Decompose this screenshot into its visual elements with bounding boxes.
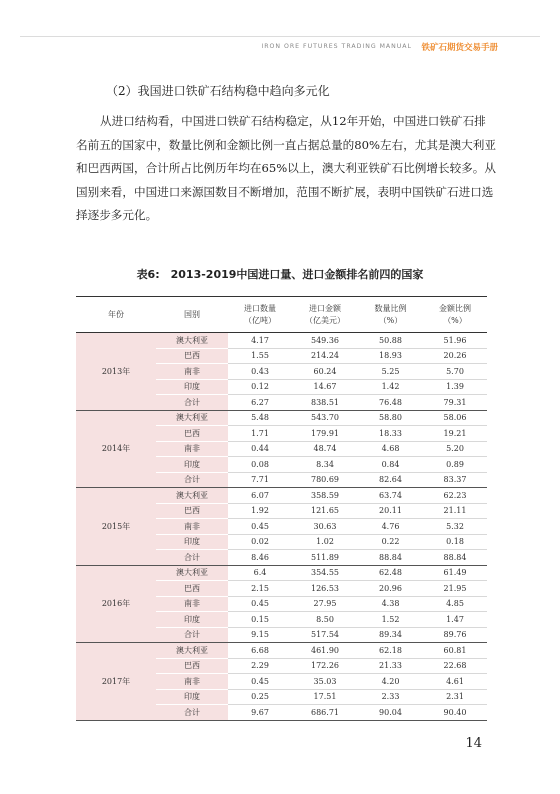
table-header-row bbox=[76, 297, 487, 333]
country-cell: 澳大利亚 bbox=[156, 565, 228, 581]
quantity-ratio-cell: 20.11 bbox=[358, 503, 423, 519]
quantity-cell: 0.45 bbox=[228, 674, 292, 690]
quantity-ratio-cell: 76.48 bbox=[358, 395, 423, 411]
quantity-cell: 5.48 bbox=[228, 410, 292, 426]
amount-ratio-cell: 5.32 bbox=[423, 519, 487, 535]
quantity-cell: 0.45 bbox=[228, 596, 292, 612]
amount-cell: 8.34 bbox=[292, 457, 358, 473]
year-cell: 2015年 bbox=[76, 488, 156, 566]
amount-cell: 461.90 bbox=[292, 643, 358, 659]
amount-cell: 517.54 bbox=[292, 627, 358, 643]
table-row bbox=[76, 565, 487, 581]
country-cell: 巴西 bbox=[156, 426, 228, 442]
quantity-ratio-cell: 2.33 bbox=[358, 689, 423, 705]
amount-ratio-cell: 89.76 bbox=[423, 627, 487, 643]
quantity-ratio-cell: 0.22 bbox=[358, 534, 423, 550]
header-amount-ratio-line1: 金额比例 bbox=[439, 303, 471, 313]
quantity-cell: 6.4 bbox=[228, 565, 292, 581]
country-cell: 澳大利亚 bbox=[156, 410, 228, 426]
section-title: （2）我国进口铁矿石结构稳中趋向多元化 bbox=[106, 84, 330, 98]
country-cell: 巴西 bbox=[156, 658, 228, 674]
quantity-cell: 0.02 bbox=[228, 534, 292, 550]
country-cell: 合计 bbox=[156, 627, 228, 643]
body-paragraph-text: 从进口结构看，中国进口铁矿石结构稳定，从12年开始，中国进口铁矿石排名前五的国家中，数量比例和金额比例一直占据总量的80%左右，尤其是澳大利亚和巴西两国，合计所占比例历年均在65%以上，澳大利亚铁矿石比例增长较多。从国别来看，中国进口来源国数目不断增加，范围不断扩展，表明中国铁矿石进口选择逐步多元化。 bbox=[76, 114, 496, 223]
body-paragraph bbox=[76, 110, 496, 228]
year-cell: 2017年 bbox=[76, 643, 156, 721]
quantity-ratio-cell: 82.64 bbox=[358, 472, 423, 488]
quantity-ratio-cell: 18.33 bbox=[358, 426, 423, 442]
amount-ratio-cell: 22.68 bbox=[423, 658, 487, 674]
quantity-ratio-cell: 4.76 bbox=[358, 519, 423, 535]
quantity-ratio-cell: 50.88 bbox=[358, 333, 423, 349]
country-cell: 巴西 bbox=[156, 348, 228, 364]
header-chinese-title: 铁矿石期货交易手册 bbox=[421, 43, 498, 53]
amount-ratio-cell: 21.95 bbox=[423, 581, 487, 597]
country-cell: 南非 bbox=[156, 519, 228, 535]
import-table bbox=[76, 296, 487, 721]
amount-ratio-cell: 83.37 bbox=[423, 472, 487, 488]
quantity-ratio-cell: 5.25 bbox=[358, 364, 423, 380]
quantity-ratio-cell: 4.68 bbox=[358, 441, 423, 457]
amount-ratio-cell: 1.47 bbox=[423, 612, 487, 628]
amount-ratio-cell: 58.06 bbox=[423, 410, 487, 426]
quantity-cell: 0.25 bbox=[228, 689, 292, 705]
country-cell: 南非 bbox=[156, 674, 228, 690]
quantity-ratio-cell: 89.34 bbox=[358, 627, 423, 643]
country-cell: 南非 bbox=[156, 364, 228, 380]
amount-ratio-cell: 79.31 bbox=[423, 395, 487, 411]
amount-cell: 549.36 bbox=[292, 333, 358, 349]
quantity-ratio-cell: 90.04 bbox=[358, 705, 423, 721]
quantity-cell: 1.92 bbox=[228, 503, 292, 519]
quantity-ratio-cell: 21.33 bbox=[358, 658, 423, 674]
quantity-cell: 1.55 bbox=[228, 348, 292, 364]
amount-ratio-cell: 2.31 bbox=[423, 689, 487, 705]
amount-cell: 8.50 bbox=[292, 612, 358, 628]
quantity-ratio-cell: 63.74 bbox=[358, 488, 423, 504]
quantity-cell: 0.12 bbox=[228, 379, 292, 395]
table-row bbox=[76, 488, 487, 504]
quantity-cell: 0.45 bbox=[228, 519, 292, 535]
table-row bbox=[76, 643, 487, 659]
quantity-cell: 9.67 bbox=[228, 705, 292, 721]
country-cell: 南非 bbox=[156, 596, 228, 612]
quantity-cell: 0.08 bbox=[228, 457, 292, 473]
amount-ratio-cell: 0.89 bbox=[423, 457, 487, 473]
amount-ratio-cell: 4.61 bbox=[423, 674, 487, 690]
amount-ratio-cell: 61.49 bbox=[423, 565, 487, 581]
header-divider bbox=[20, 36, 540, 37]
quantity-cell: 0.15 bbox=[228, 612, 292, 628]
table-body bbox=[76, 333, 487, 721]
header-english-title: IRON ORE FUTURES TRADING MANUAL bbox=[261, 43, 412, 50]
country-cell: 印度 bbox=[156, 612, 228, 628]
quantity-ratio-cell: 62.18 bbox=[358, 643, 423, 659]
amount-cell: 358.59 bbox=[292, 488, 358, 504]
amount-cell: 172.26 bbox=[292, 658, 358, 674]
country-cell: 印度 bbox=[156, 457, 228, 473]
amount-ratio-cell: 1.39 bbox=[423, 379, 487, 395]
quantity-ratio-cell: 1.42 bbox=[358, 379, 423, 395]
table-row bbox=[76, 410, 487, 426]
country-cell: 印度 bbox=[156, 534, 228, 550]
quantity-ratio-cell: 4.20 bbox=[358, 674, 423, 690]
quantity-cell: 7.71 bbox=[228, 472, 292, 488]
year-cell: 2013年 bbox=[76, 333, 156, 411]
country-cell: 巴西 bbox=[156, 581, 228, 597]
amount-cell: 126.53 bbox=[292, 581, 358, 597]
country-cell: 澳大利亚 bbox=[156, 488, 228, 504]
table-row bbox=[76, 333, 487, 349]
country-cell: 巴西 bbox=[156, 503, 228, 519]
quantity-cell: 6.27 bbox=[228, 395, 292, 411]
amount-ratio-cell: 5.70 bbox=[423, 364, 487, 380]
amount-cell: 780.69 bbox=[292, 472, 358, 488]
amount-cell: 543.70 bbox=[292, 410, 358, 426]
amount-ratio-cell: 20.26 bbox=[423, 348, 487, 364]
header-quantity-ratio-line1: 数量比例 bbox=[374, 303, 407, 313]
table-caption: 表6: 2013-2019中国进口量、进口金额排名前四的国家 bbox=[136, 268, 424, 281]
amount-cell: 121.65 bbox=[292, 503, 358, 519]
amount-ratio-cell: 51.96 bbox=[423, 333, 487, 349]
header-amount-ratio-line2: （%） bbox=[443, 315, 467, 325]
amount-ratio-cell: 90.40 bbox=[423, 705, 487, 721]
header-year: 年份 bbox=[76, 297, 156, 333]
quantity-cell: 0.44 bbox=[228, 441, 292, 457]
amount-cell: 17.51 bbox=[292, 689, 358, 705]
quantity-cell: 2.15 bbox=[228, 581, 292, 597]
quantity-cell: 1.71 bbox=[228, 426, 292, 442]
amount-cell: 354.55 bbox=[292, 565, 358, 581]
header-amount-line1: 进口金额 bbox=[309, 303, 341, 313]
amount-ratio-cell: 5.20 bbox=[423, 441, 487, 457]
country-cell: 合计 bbox=[156, 705, 228, 721]
quantity-ratio-cell: 20.96 bbox=[358, 581, 423, 597]
country-cell: 南非 bbox=[156, 441, 228, 457]
amount-ratio-cell: 19.21 bbox=[423, 426, 487, 442]
amount-cell: 14.67 bbox=[292, 379, 358, 395]
amount-cell: 511.89 bbox=[292, 550, 358, 566]
amount-cell: 60.24 bbox=[292, 364, 358, 380]
quantity-ratio-cell: 0.84 bbox=[358, 457, 423, 473]
quantity-cell: 6.07 bbox=[228, 488, 292, 504]
country-cell: 澳大利亚 bbox=[156, 643, 228, 659]
amount-cell: 1.02 bbox=[292, 534, 358, 550]
header-quantity-ratio bbox=[358, 297, 423, 333]
quantity-ratio-cell: 1.52 bbox=[358, 612, 423, 628]
header-country: 国别 bbox=[156, 297, 228, 333]
amount-ratio-cell: 88.84 bbox=[423, 550, 487, 566]
amount-cell: 179.91 bbox=[292, 426, 358, 442]
amount-ratio-cell: 62.23 bbox=[423, 488, 487, 504]
amount-cell: 838.51 bbox=[292, 395, 358, 411]
country-cell: 印度 bbox=[156, 379, 228, 395]
amount-ratio-cell: 60.81 bbox=[423, 643, 487, 659]
amount-ratio-cell: 21.11 bbox=[423, 503, 487, 519]
quantity-cell: 4.17 bbox=[228, 333, 292, 349]
amount-cell: 214.24 bbox=[292, 348, 358, 364]
quantity-ratio-cell: 88.84 bbox=[358, 550, 423, 566]
amount-cell: 686.71 bbox=[292, 705, 358, 721]
country-cell: 合计 bbox=[156, 472, 228, 488]
amount-ratio-cell: 4.85 bbox=[423, 596, 487, 612]
header-amount-ratio bbox=[423, 297, 487, 333]
year-cell: 2014年 bbox=[76, 410, 156, 488]
year-cell: 2016年 bbox=[76, 565, 156, 643]
amount-cell: 30.63 bbox=[292, 519, 358, 535]
amount-cell: 35.03 bbox=[292, 674, 358, 690]
country-cell: 印度 bbox=[156, 689, 228, 705]
page-number: 14 bbox=[465, 736, 482, 751]
header-quantity-line2: （亿吨） bbox=[244, 315, 276, 325]
quantity-ratio-cell: 18.93 bbox=[358, 348, 423, 364]
quantity-ratio-cell: 62.48 bbox=[358, 565, 423, 581]
quantity-cell: 8.46 bbox=[228, 550, 292, 566]
quantity-ratio-cell: 58.80 bbox=[358, 410, 423, 426]
amount-cell: 48.74 bbox=[292, 441, 358, 457]
header-quantity-line1: 进口数量 bbox=[244, 303, 276, 313]
header-quantity-ratio-line2: （%） bbox=[378, 315, 403, 325]
country-cell: 澳大利亚 bbox=[156, 333, 228, 349]
header-amount bbox=[292, 297, 358, 333]
header-amount-line2: （亿美元） bbox=[305, 315, 345, 325]
quantity-cell: 2.29 bbox=[228, 658, 292, 674]
country-cell: 合计 bbox=[156, 395, 228, 411]
quantity-cell: 0.43 bbox=[228, 364, 292, 380]
country-cell: 合计 bbox=[156, 550, 228, 566]
amount-cell: 27.95 bbox=[292, 596, 358, 612]
quantity-cell: 9.15 bbox=[228, 627, 292, 643]
quantity-cell: 6.68 bbox=[228, 643, 292, 659]
quantity-ratio-cell: 4.38 bbox=[358, 596, 423, 612]
header-quantity bbox=[228, 297, 292, 333]
amount-ratio-cell: 0.18 bbox=[423, 534, 487, 550]
